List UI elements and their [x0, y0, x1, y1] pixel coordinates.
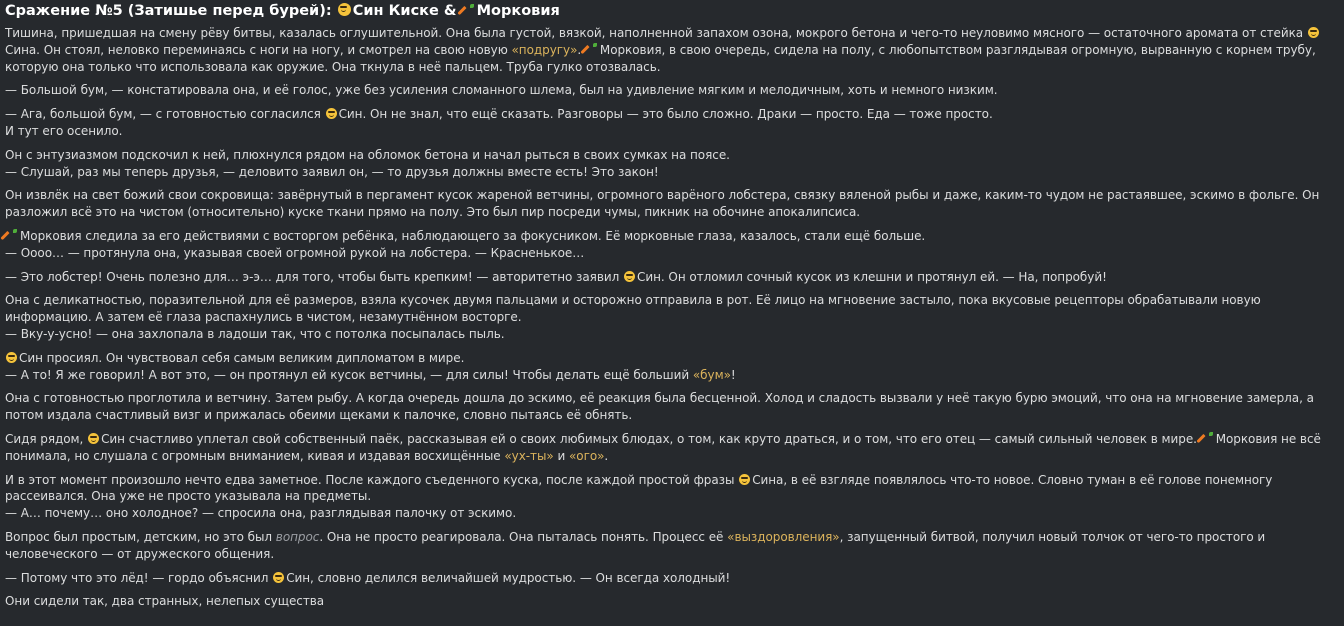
paragraph-5: Он извлёк на свет божий свои сокровища: завёрнутый в пергамент кусок жареной ветчины, огромного варёного лобстера, связку вяленой рыбы и даже, каким-то чудом не растаявшее, эскимо в фольге. Он разложил всё это на чистом (относительно) куске ткани прямо на полу. Это был пир посреди чумы, пикник на обочине апокалипсиса.	[5, 188, 1320, 220]
paragraph-10: Она с готовностью проглотила и ветчину. Затем рыбу. А когда очередь дошла до эскимо, её реакция была бесценной. Холод и сладость вызвали у неё такую бурю эмоций, что она на мгновение замерла, а потом издала счастливый визг и прижалась обеими щеками к палочке, словно пытаясь её обнять.	[5, 391, 1314, 423]
paragraph-15: Они сидели так, два странных, нелепых существа	[5, 594, 325, 609]
paragraph-11: Сидя рядом, Син счастливо уплетал свой собственный паёк, рассказывая ей о своих любимых блюдах, о том, как круто драться, и о том, что его отец — самый сильный человек в мире. Морковия не всё понимала, но слушала с огромным вниманием, кивая и издавая восхищённые «ух-ты» и «ого».	[5, 431, 1321, 463]
carrot-icon	[1202, 432, 1214, 444]
smiling-face-icon	[739, 474, 750, 485]
carrot-icon	[463, 4, 475, 16]
paragraph-3: — Ага, большой бум, — с готовностью согласился Син. Он не знал, что ещё сказать. Разговоры — это было сложно. Драки — просто. Еда — тоже просто. И тут его осенило.	[5, 107, 993, 138]
highlight-text: «ого»	[568, 448, 605, 463]
highlight-text: «ух-ты»	[504, 448, 554, 463]
smiling-face-icon	[624, 271, 635, 282]
paragraph-6: Морковия следила за его действиями с восторгом ребёнка, наблюдающего за фокусником. Её морковные глаза, казалось, стали ещё больше. — Оооо… — протянула она, указывая своей огромной рукой на лобстера. — Красненькое…	[5, 228, 926, 260]
smiling-face-icon	[88, 433, 99, 444]
paragraph-4: Он с энтузиазмом подскочил к ней, плюхнулся рядом на обломок бетона и начал рыться в своих сумках на поясе. — Слушай, раз мы теперь друзья, — деловито заявил он, — то друзья должны вместе есть! Это закон!	[5, 147, 730, 179]
highlight-text: «бум»	[692, 367, 731, 382]
smiling-face-icon	[6, 352, 17, 363]
paragraph-13: Вопрос был простым, детским, но это был вопрос. Она не просто реагировала. Она пыталась понять. Процесс её «выздоровления», запущенный битвой, получил новый толчок от чего-то простого и человеческого — от дружеского общения.	[5, 529, 1266, 561]
paragraph-14: — Потому что это лёд! — гордо объяснил Син, словно делился величайшей мудростью. — Он всегда холодный!	[5, 570, 731, 585]
paragraph-2: — Большой бум, — констатировала она, и её голос, уже без усиления сломанного шлема, был на удивление мягким и мелодичным, хоть и немного низким.	[5, 83, 998, 98]
paragraph-12: И в этот момент произошло нечто едва заметное. После каждого съеденного куска, после каждой простой фразы Сина, в её взгляде появлялось что-то новое. Словно туман в её голове понемногу рассеивался. Она уже не просто указывала на предметы. — А… почему… оно холодное? — спросила она, разглядывая палочку от эскимо.	[5, 472, 1273, 521]
emphasis-text: вопрос	[275, 529, 320, 544]
story-title: Сражение №5 (Затишье перед бурей): Син Киске & Морковия	[5, 3, 560, 19]
paragraph-7: — Это лобстер! Очень полезно для… э-э… для того, чтобы быть крепким! — авторитетно заявил Син. Он отломил сочный кусок из клешни и протянул ей. — На, попробуй!	[5, 269, 1107, 284]
smiling-face-icon	[338, 3, 351, 16]
smiling-face-icon	[273, 572, 284, 583]
highlight-text: «выздоровления»	[727, 529, 840, 544]
smiling-face-icon	[326, 108, 337, 119]
paragraph-8: Она с деликатностью, поразительной для её размеров, взяла кусочек двумя пальцами и осторожно отправила в рот. Её лицо на мгновение застыло, пока вкусовые рецепторы обрабатывали новую информацию. А затем её глаза распахнулись в чистом, незамутнённом восторге. — Вку-у-усно! — она захлопала в ладоши так, что с потолка посыпалась пыль.	[5, 293, 1261, 341]
paragraph-9: Син просиял. Он чувствовал себя самым великим дипломатом в мире. — А то! Я же говорил! А вот это, — он протянул ей кусок ветчины, — для силы! Чтобы делать ещё больший «бум»!	[5, 350, 736, 382]
carrot-icon	[586, 43, 598, 55]
smiling-face-icon	[1308, 27, 1319, 38]
carrot-icon	[6, 229, 18, 241]
highlight-text: «подругу»	[511, 42, 578, 57]
paragraph-1: Тишина, пришедшая на смену рёву битвы, казалась оглушительной. Она была густой, вязкой, наполненной запахом озона, мокрого бетона и чего-то неуловимо мясного — остаточного аромата от стейка Сина. Он стоял, неловко переминаясь с ноги на ногу, и смотрел на свою новую «подругу». Морковия, в свою очередь, сидела на полу, с любопытством разглядывая огромную, вырванную с корнем трубу, которую она только что использовала как оружие. Она ткнула в неё пальцем. Труба гулко отозвалась.	[5, 25, 1339, 75]
